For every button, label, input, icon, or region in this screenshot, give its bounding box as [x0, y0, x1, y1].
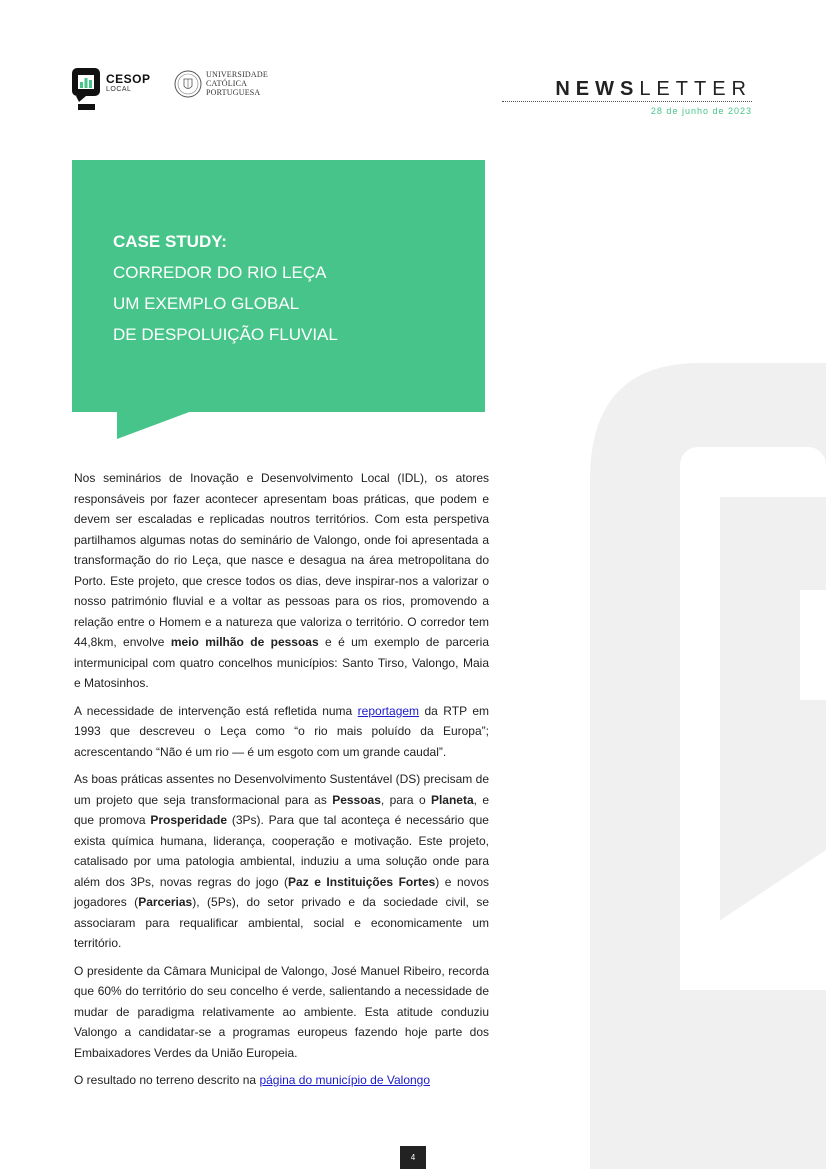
case-title-line2: UM EXEMPLO GLOBAL: [113, 294, 300, 313]
reportagem-link[interactable]: reportagem: [357, 703, 420, 718]
header-divider: [502, 101, 752, 102]
case-study-label: CASE STUDY:: [113, 232, 227, 251]
cesop-name: CESOP: [106, 72, 151, 86]
newsletter-date: 28 de junho de 2023: [650, 106, 752, 116]
paragraph-1: Nos seminários de Inovação e Desenvolvimento Local (IDL), os atores responsáveis por fazer acontecer apresentam boas práticas, que podem e devem ser escaladas e replicadas noutros territórios. Com esta perspetiva partilhamos algumas notas do seminário de Valongo, onde foi apresentada a transformação do rio Leça, que nasce e desagua na área metropolitana do Porto. Este projeto, que cresce todos os dias, deve inspirar-nos a valorizar o nosso património fluvial e a voltar as pessoas para os rios, promovendo a relação entre o Homem e a natureza que valoriza o território. O corredor tem 44,8km, envolve meio milhão de pessoas e é um exemplo de parceria intermunicipal com quatro concelhos municípios: Santo Tirso, Valongo, Maia e Matosinhos.: [74, 471, 489, 690]
paragraph-3: As boas práticas assentes no Desenvolvimento Sustentável (DS) precisam de um projeto que seja transformacional para as Pessoas, para o Planeta, e que promova Prosperidade (3Ps). Para que tal aconteça é necessário que exista química humana, liderança, cooperação e motivação. Este projeto, catalisado por uma patologia ambiental, induziu a uma solução onde para além dos 3Ps, novas regras do jogo (Paz e Instituições Fortes) e novos jogadores (Parcerias), (5Ps), do setor privado e da sociedade civil, se associaram para requalificar ambiental, social e economicamente um território.: [74, 772, 490, 950]
speech-bubble-tail: [117, 411, 192, 439]
paragraph-4: O presidente da Câmara Municipal de Valongo, José Manuel Ribeiro, recorda que 60% do território do seu concelho é verde, salientando a necessidade de mudar de paradigma relativamente ao ambiente. Esta atitude conduziu Valongo a candidatar-se a programas europeus fazendo hoje parte dos Embaixadores Verdes da União Europeia.: [74, 963, 489, 1060]
paragraph-2: A necessidade de intervenção está refletida numa reportagem da RTP em 1993 que descreveu o Leça como “o rio mais poluído da Europa”; acrescentando “Não é um rio — é um esgoto com um grande caudal”.: [74, 703, 489, 759]
cesop-sub: LOCAL: [106, 86, 132, 93]
case-title-line1: CORREDOR DO RIO LEÇA: [113, 263, 327, 282]
article-body: [74, 468, 489, 1098]
ucp-seal-icon: [174, 70, 202, 98]
valongo-page-link[interactable]: página do município de Valongo: [259, 1073, 431, 1087]
paragraph-5: O resultado no terreno descrito na página do município de Valongo: [74, 1073, 431, 1087]
case-study-title: [113, 226, 338, 350]
page-number: 4: [400, 1146, 426, 1169]
ucp-name: UNIVERSIDADE CATÓLICA PORTUGUESA: [206, 70, 268, 97]
case-title-line3: DE DESPOLUIÇÃO FLUVIAL: [113, 325, 338, 344]
newsletter-title: NEWSLETTER: [555, 78, 752, 100]
